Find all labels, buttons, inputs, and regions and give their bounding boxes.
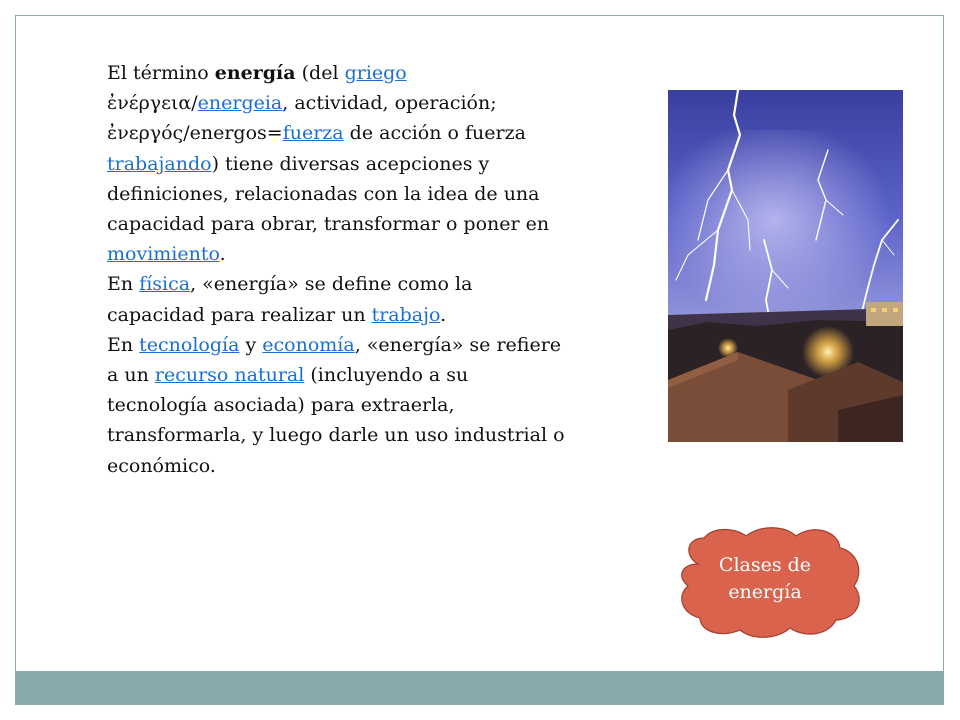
- link-griego[interactable]: griego: [344, 62, 407, 84]
- lightning-storm-image: [668, 90, 903, 442]
- link-recurso-natural[interactable]: recurso natural: [154, 364, 305, 387]
- link-fuerza[interactable]: fuerza: [282, 122, 344, 145]
- text-segment: , «energía» se refiere a un: [107, 333, 562, 387]
- paragraph-technology: [107, 330, 572, 481]
- link-trabajando[interactable]: trabajando: [107, 152, 212, 175]
- cloud-label: [672, 552, 858, 606]
- text-segment: , «energía» se define como la capacidad para realizar un: [107, 273, 473, 326]
- text-segment: En: [107, 333, 140, 356]
- text-segment: y: [239, 333, 263, 356]
- clases-de-energia-cloud-button[interactable]: [672, 522, 870, 640]
- paragraph-definition: [107, 58, 572, 269]
- text-segment: ) tiene diversas acepciones y definiciones, relacionadas con la idea de una capacidad para obrar, transformar o poner en: [107, 152, 550, 236]
- link-física[interactable]: física: [139, 273, 191, 296]
- text-segment: .: [219, 243, 226, 266]
- link-economía[interactable]: economía: [262, 333, 355, 356]
- text-segment: En: [107, 273, 140, 296]
- bold-term: energía: [214, 62, 296, 84]
- link-movimiento[interactable]: movimiento: [107, 243, 220, 266]
- footer-bar: [16, 671, 943, 704]
- paragraph-physics: [107, 269, 572, 329]
- text-segment: ἐνέργεια/: [107, 92, 198, 115]
- cloud-label-line2: energía: [728, 581, 802, 603]
- text-segment: El término: [107, 62, 215, 84]
- text-segment: .: [440, 303, 447, 326]
- text-segment: (del: [295, 62, 345, 84]
- link-tecnología[interactable]: tecnología: [139, 333, 240, 356]
- link-trabajo[interactable]: trabajo: [371, 303, 441, 326]
- link-energeia[interactable]: energeia: [197, 92, 283, 115]
- cloud-label-line1: Clases de: [718, 554, 812, 576]
- text-segment: de acción o fuerza: [343, 122, 526, 145]
- text-segment: , actividad, operación; ἐνεργός/energos=: [107, 92, 497, 145]
- body-text: [107, 58, 572, 481]
- text-segment: (incluyendo a su tecnología asociada) para extraerla, transformarla, y luego darle un uso industrial o económico.: [107, 364, 565, 477]
